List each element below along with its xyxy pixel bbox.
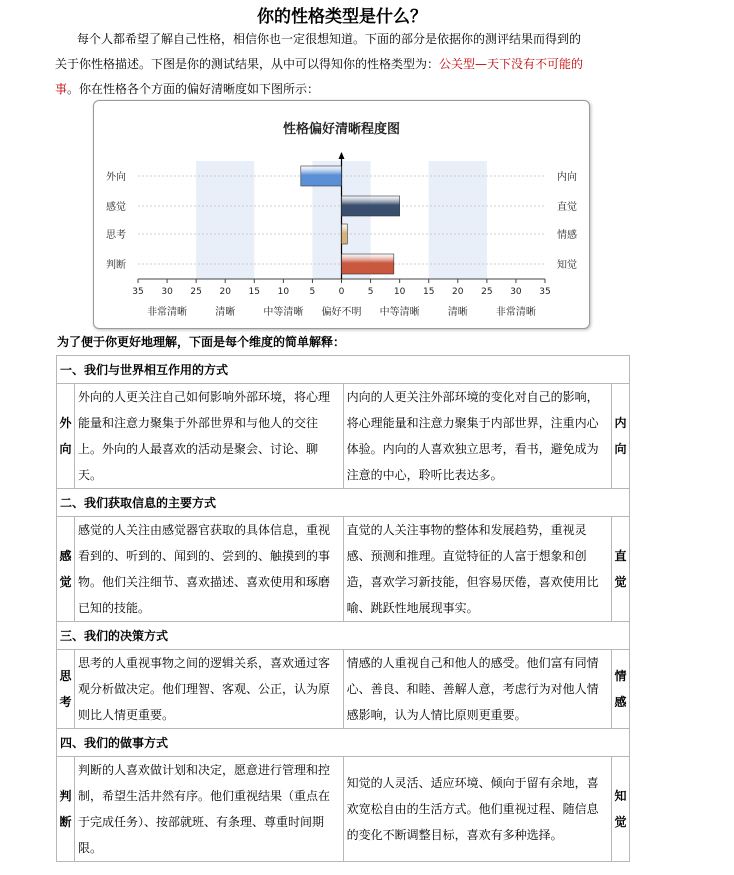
x-tick-label: 5 bbox=[367, 287, 374, 297]
dimension-right-description: 情感的人重视自己和他人的感受。他们富有同情心、善良、和睦、善解人意，考虑行为对他人情感影响，认为人情比原则更重要。 bbox=[343, 650, 611, 729]
dimension-right-description: 内向的人更关注外部环境的变化对自己的影响，将心理能量和注意力聚集于内部世界，注重内心体验。内向的人喜欢独立思考，看书，避免成为注意的中心，聆听比表达多。 bbox=[343, 384, 611, 489]
section-heading-row bbox=[57, 356, 630, 384]
x-tick-label: 35 bbox=[132, 287, 144, 297]
dimension-left-label: 判断 bbox=[57, 757, 75, 862]
x-tick-label: 20 bbox=[452, 287, 464, 297]
dimension-right-label: 情感 bbox=[612, 650, 630, 729]
personality-type-highlight: 公关型—天下没有不可能的 bbox=[439, 57, 584, 71]
preference-bar bbox=[301, 166, 342, 186]
x-tick-label: 10 bbox=[277, 287, 290, 297]
x-tick-label: 10 bbox=[393, 287, 406, 297]
left-category-label: 判断 bbox=[106, 260, 126, 271]
intro-paragraph bbox=[55, 27, 630, 102]
dimension-left-description: 思考的人重视事物之间的逻辑关系，喜欢通过客观分析做决定。他们理智、客观、公正，认为原则比人情更重要。 bbox=[74, 650, 343, 729]
section-content-row bbox=[57, 757, 630, 862]
section-heading: 二、我们获取信息的主要方式 bbox=[57, 489, 630, 517]
section-content-row bbox=[57, 384, 630, 489]
section-content-row bbox=[57, 650, 630, 729]
section-heading: 四、我们的做事方式 bbox=[57, 729, 630, 757]
preference-chart bbox=[93, 100, 590, 329]
section-heading: 一、我们与世界相互作用的方式 bbox=[57, 356, 630, 384]
band-label: 非常清晰 bbox=[147, 307, 188, 318]
dimension-right-label: 内向 bbox=[612, 384, 630, 489]
center-axis-arrow bbox=[339, 152, 345, 159]
right-category-label: 情感 bbox=[557, 230, 577, 241]
right-category-label: 直觉 bbox=[557, 202, 577, 213]
dimension-left-label: 思考 bbox=[57, 650, 75, 729]
band-label: 中等清晰 bbox=[263, 307, 304, 318]
dimension-left-label: 感觉 bbox=[57, 517, 75, 622]
page-title: 你的性格类型是什么？ bbox=[257, 7, 427, 27]
chart-band bbox=[429, 161, 487, 279]
preference-bar bbox=[342, 196, 400, 216]
section-heading-row bbox=[57, 729, 630, 757]
intro-line2: 关于你性格描述。下图是你的测试结果，从中可以得知你的性格类型为： bbox=[55, 57, 440, 71]
dimension-right-label: 直觉 bbox=[612, 517, 630, 622]
band-label: 偏好不明 bbox=[321, 307, 362, 318]
section-heading-row bbox=[57, 622, 630, 650]
x-tick-label: 0 bbox=[338, 287, 345, 297]
x-tick-label: 15 bbox=[248, 287, 261, 297]
preference-chart-svg bbox=[94, 101, 589, 328]
section-content-row bbox=[57, 517, 630, 622]
x-tick-label: 20 bbox=[219, 287, 231, 297]
x-tick-label: 30 bbox=[510, 287, 522, 297]
section-heading-row bbox=[57, 489, 630, 517]
x-tick-label: 15 bbox=[422, 287, 435, 297]
left-category-label: 外向 bbox=[106, 172, 126, 183]
intro-line3: 。你在性格各个方面的偏好清晰度如下图所示： bbox=[67, 82, 320, 96]
right-category-label: 知觉 bbox=[557, 260, 577, 271]
left-category-label: 感觉 bbox=[106, 202, 126, 213]
personality-type-highlight-end: 事 bbox=[55, 82, 68, 96]
dimension-right-label: 知觉 bbox=[612, 757, 630, 862]
dimension-left-description: 外向的人更关注自己如何影响外部环境，将心理能量和注意力聚集于外部世界和与他人的交往上。外向的人最喜欢的活动是聚会、讨论、聊天。 bbox=[74, 384, 343, 489]
preference-bar bbox=[342, 254, 394, 274]
band-label: 中等清晰 bbox=[379, 307, 420, 318]
dimension-left-label: 外向 bbox=[57, 384, 75, 489]
x-tick-label: 35 bbox=[539, 287, 551, 297]
band-label: 非常清晰 bbox=[495, 307, 536, 318]
dimensions-subheading: 为了便于你更好地理解，下面是每个维度的简单解释： bbox=[57, 335, 346, 349]
chart-title: 性格偏好清晰程度图 bbox=[282, 122, 401, 137]
left-category-label: 思考 bbox=[106, 230, 126, 241]
dimension-left-description: 判断的人喜欢做计划和决定，愿意进行管理和控制，希望生活井然有序。他们重视结果（重点在于完成任务）、按部就班、有条理、尊重时间期限。 bbox=[74, 757, 343, 862]
x-tick-label: 5 bbox=[309, 287, 316, 297]
x-tick-label: 30 bbox=[161, 287, 173, 297]
right-category-label: 内向 bbox=[557, 172, 577, 183]
chart-band bbox=[196, 161, 254, 279]
x-tick-label: 25 bbox=[481, 287, 493, 297]
section-heading: 三、我们的决策方式 bbox=[57, 622, 630, 650]
intro-line1: 每个人都希望了解自己性格，相信你也一定很想知道。下面的部分是依据你的测评结果而得到的 bbox=[77, 32, 582, 46]
band-label: 清晰 bbox=[215, 307, 236, 318]
band-label: 清晰 bbox=[447, 307, 468, 318]
dimension-left-description: 感觉的人关注由感觉器官获取的具体信息，重视看到的、听到的、闻到的、尝到的、触摸到的事物。他们关注细节、喜欢描述、喜欢使用和琢磨已知的技能。 bbox=[74, 517, 343, 622]
dimension-right-description: 知觉的人灵活、适应环境、倾向于留有余地，喜欢宽松自由的生活方式。他们重视过程、随信息的变化不断调整目标，喜欢有多种选择。 bbox=[343, 757, 611, 862]
x-tick-label: 25 bbox=[190, 287, 202, 297]
dimension-right-description: 直觉的人关注事物的整体和发展趋势，重视灵感、预测和推理。直觉特征的人富于想象和创造，喜欢学习新技能，但容易厌倦，喜欢使用比喻、跳跃性地展现事实。 bbox=[343, 517, 611, 622]
dimensions-table bbox=[56, 355, 630, 862]
preference-bar bbox=[342, 224, 348, 244]
